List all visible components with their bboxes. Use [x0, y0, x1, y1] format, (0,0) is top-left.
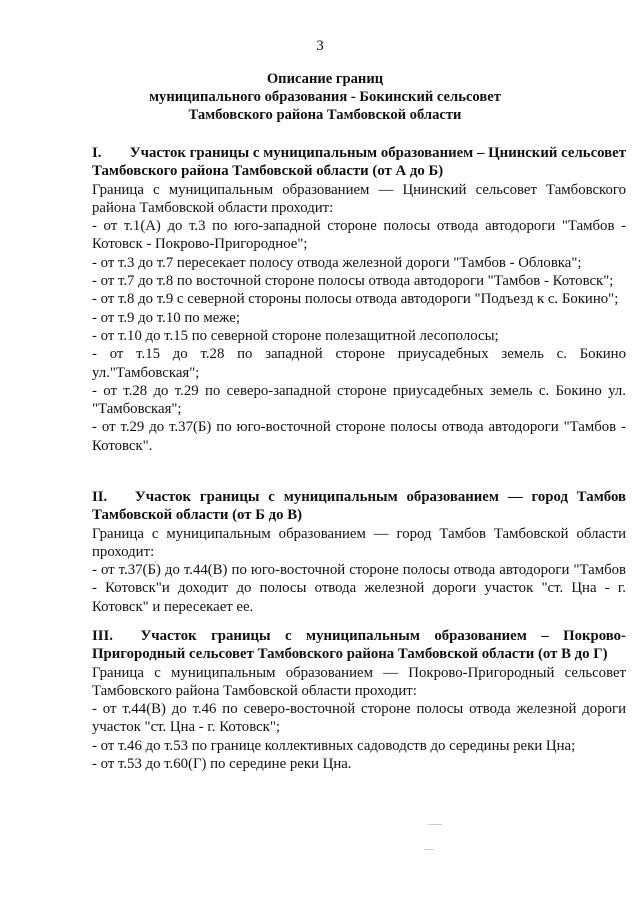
heading-line-2: муниципального образования - Бокинский сельсовет [149, 89, 501, 105]
boundary-item: - от т.29 до т.37(Б) по юго-восточной стороне полосы отвода автодороги "Тамбов - Котовск". [92, 419, 626, 454]
boundary-item: - от т.37(Б) до т.44(В) по юго-восточной стороне полосы отвода автодороги "Тамбов - Котовск"и доходит до полосы отвода железной дороги участок "ст. Цна - г. Котовск" и пересекает ее. [92, 562, 626, 615]
boundary-item: - от т.10 до т.15 по северной стороне полезащитной лесополосы; [92, 327, 499, 344]
section-title-text: Участок границы с муниципальным образованием – Покрово-Пригородный сельсовет Тамбовского района Тамбовской области (от В до Г) [92, 628, 626, 663]
section-title-text: Участок границы с муниципальным образованием – Цнинский сельсовет Тамбовского района Тамбовской области (от А до Б) [92, 145, 626, 180]
section-1 [92, 144, 626, 455]
page-number: 3 [316, 38, 324, 54]
boundary-item: - от т.3 до т.7 пересекает полосу отвода железной дороги "Тамбов - Обловка"; [92, 254, 582, 271]
scan-mark [424, 849, 434, 850]
boundary-item: - от т.46 до т.53 по границе коллективных садоводств до середины реки Цна; [92, 737, 576, 754]
section-title [92, 488, 626, 525]
boundary-item: - от т.53 до т.60(Г) по середине реки Цна. [92, 756, 352, 773]
section-3 [92, 627, 626, 773]
section-2 [92, 488, 626, 616]
boundary-item: - от т.8 до т.9 с северной стороны полосы отвода автодороги "Подъезд к с. Бокино"; [92, 291, 619, 308]
document-heading [90, 70, 560, 124]
boundary-item: - от т.1(А) до т.3 по юго-западной стороне полосы отвода автодороги "Тамбов - Котовск - Покрово-Пригородное"; [92, 218, 626, 253]
section-title [92, 144, 626, 181]
heading-line-1: Описание границ [266, 71, 384, 87]
heading-line-3: Тамбовского района Тамбовской области [188, 107, 462, 123]
section-title-text: Участок границы с муниципальным образованием — город Тамбов Тамбовской области (от Б до В) [92, 489, 627, 524]
section-intro: Граница с муниципальным образованием — Покрово-Пригородный сельсовет Тамбовского района Тамбовской области проходит: [92, 664, 626, 699]
boundary-item: - от т.44(В) до т.46 по северо-восточной стороне полосы отвода железной дороги участок "ст. Цна - г. Котовск"; [92, 701, 626, 736]
boundary-item: - от т.9 до т.10 по меже; [92, 309, 240, 326]
boundary-item: - от т.28 до т.29 по северо-западной стороне приусадебных земель с. Бокино ул. "Тамбовская"; [92, 382, 626, 418]
section-intro: Граница с муниципальным образованием — город Тамбов Тамбовской области проходит: [92, 525, 626, 560]
scan-mark [428, 824, 442, 825]
boundary-item: - от т.15 до т.28 по западной стороне приусадебных земель с. Бокино ул."Тамбовская"; [92, 346, 626, 381]
section-number: III. [92, 628, 113, 644]
boundary-item: - от т.7 до т.8 по восточной стороне полосы отвода автодороги "Тамбов - Котовск"; [92, 273, 614, 290]
section-number: I. [92, 145, 102, 161]
section-title [92, 627, 626, 664]
section-intro: Граница с муниципальным образованием — Цнинский сельсовет Тамбовского района Тамбовской области проходит: [92, 181, 626, 216]
section-number: II. [92, 489, 108, 505]
